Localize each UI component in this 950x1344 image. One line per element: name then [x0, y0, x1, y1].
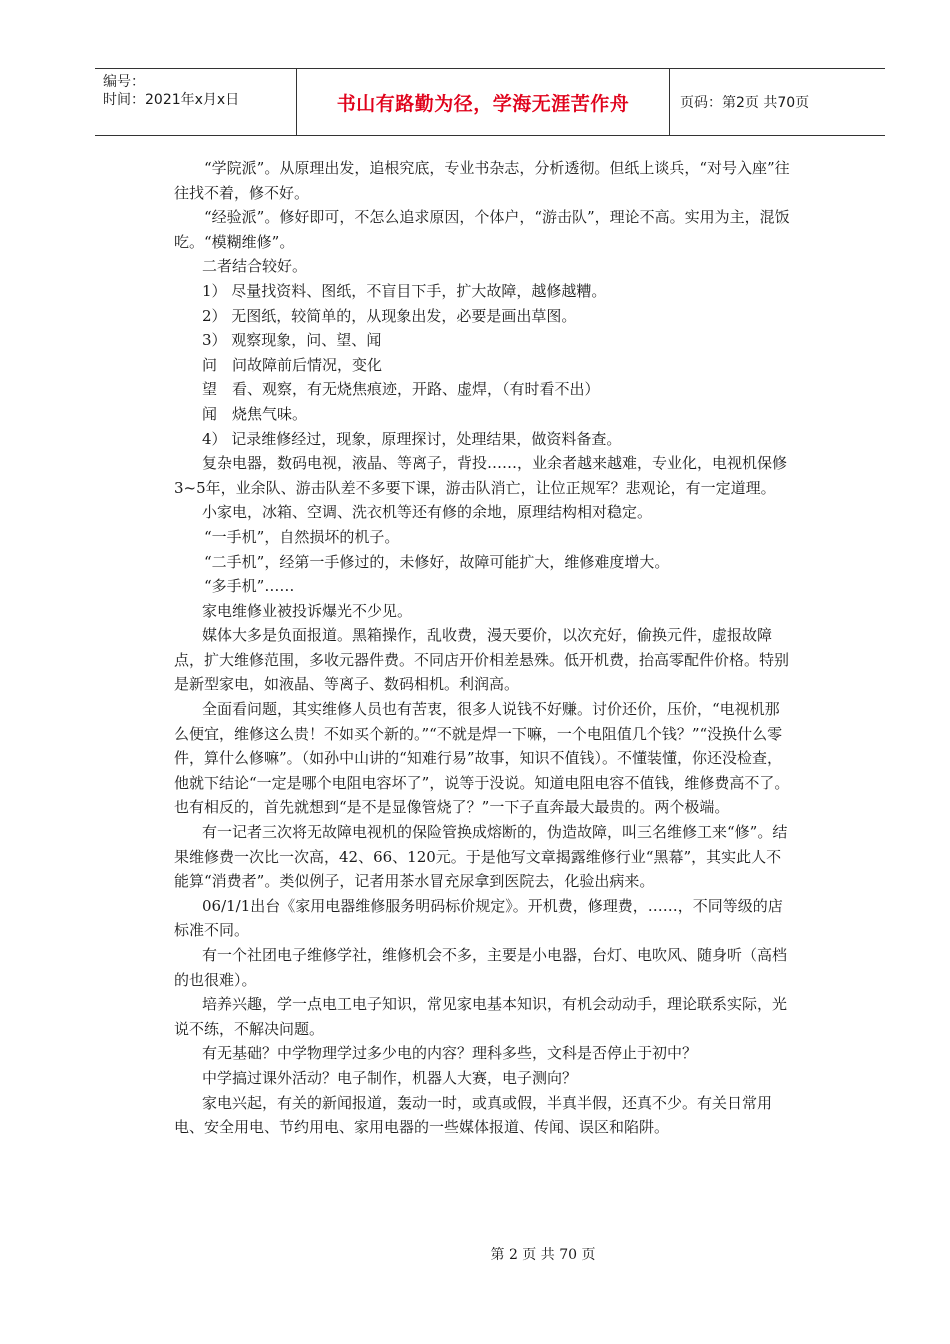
paragraph: “经验派”。修好即可，不怎么追求原因，个体户，“游击队”，理论不高。实用为主，混饭吃。“模糊维修”。	[174, 208, 790, 251]
paragraph: 有一个社团电子维修学社，维修机会不多，主要是小电器，台灯、电吹风、随身听（高档的也很难）。	[174, 946, 788, 989]
paragraph: 望 看、观察，有无烧焦痕迹，开路、虚焊，（有时看不出）	[202, 380, 600, 399]
paragraph: 家电维修业被投诉爆光不少见。	[202, 601, 413, 620]
paragraph: “二手机”，经第一手修过的，未修好，故障可能扩大，维修难度增大。	[204, 552, 670, 571]
document-time: 时间：2021年x月x日	[103, 92, 240, 108]
header-info-cell	[95, 69, 297, 135]
page-header	[95, 68, 885, 136]
header-page-number: 页码：第2页 共70页	[680, 95, 810, 111]
paragraph: 培养兴趣，学一点电工电子知识，常见家电基本知识，有机会动动手，理论联系实际，光说不练，不解决问题。	[174, 995, 788, 1038]
paragraph: 中学搞过课外活动？电子制作，机器人大赛，电子测向？	[202, 1068, 578, 1087]
paragraph: 问 问故障前后情况，变化	[202, 355, 383, 374]
paragraph: 小家电，冰箱、空调、洗衣机等还有修的余地，原理结构相对稳定。	[202, 503, 653, 522]
paragraph: 全面看问题，其实维修人员也有苦衷，很多人说钱不好赚。讨价还价，压价，“电视机那么便宜，维修这么贵！不如买个新的。”“不就是焊一下嘛，一个电阻值几个钱？”“没换什么零件，算什么修嘛”。（如孙中山讲的“知难行易”故事，知识不值钱）。不懂装懂，你还没检查，他就下结论“一定是哪个电阻电容坏了”，说等于没说。知道电阻电容不值钱，维修费高不了。也有相反的，首先就想到“是不是显像管烧了？”一下子直奔最大最贵的。两个极端。	[174, 700, 790, 817]
paragraph: 复杂电器，数码电视，液晶、等离子，背投……，业余者越来越难，专业化，电视机保修3~5年，业余队、游击队差不多要下课，游击队消亡，让位正规军？悲观论，有一定道理。	[174, 454, 788, 497]
header-motto-cell	[297, 69, 670, 135]
paragraph: 闻 烧焦气味。	[202, 404, 308, 423]
paragraph: “一手机”，自然损坏的机子。	[204, 527, 400, 546]
paragraph: 1） 尽量找资料、图纸，不盲目下手，扩大故障，越修越糟。	[202, 281, 607, 300]
paragraph: 家电兴起，有关的新闻报道，轰动一时，或真或假，半真半假，还真不少。有关日常用电、安全用电、节约用电、家用电器的一些媒体报道、传闻、误区和陷阱。	[174, 1093, 773, 1137]
paragraph: 有一记者三次将无故障电视机的保险管换成熔断的，伪造故障，叫三名维修工来“修”。结果维修费一次比一次高，42、66、120元。于是他写文章揭露维修行业“黑幕”，其实此人不能算“消费者”。类似例子，记者用茶水冒充尿拿到医院去，化验出病来。	[174, 823, 788, 891]
paragraph: 3） 观察现象，问、望、闻	[202, 331, 382, 350]
footer-page-number: 第 2 页 共 70 页	[490, 1247, 596, 1263]
paragraph: 2） 无图纸，较简单的，从现象出发，必要是画出草图。	[202, 306, 577, 325]
page-footer	[0, 1244, 950, 1264]
paragraph: 有无基础？中学物理学过多少电的内容？理科多些，文科是否停止于初中？	[202, 1044, 698, 1063]
paragraph: “学院派”。从原理出发，追根究底，专业书杂志，分析透彻。但纸上谈兵，“对号入座”往往找不着，修不好。	[174, 159, 790, 202]
document-number: 编号：	[103, 74, 145, 90]
paragraph: 二者结合较好。	[202, 257, 308, 276]
paragraph: 媒体大多是负面报道。黑箱操作，乱收费，漫天要价，以次充好，偷换元件，虚报故障点，扩大维修范围，多收元器件费。不同店开价相差悬殊。低开机费，抬高零配件价格。特别是新型家电，如液晶、等离子、数码相机。利润高。	[174, 626, 790, 694]
header-motto: 书山有路勤为径，学海无涯苦作舟	[336, 92, 630, 115]
paragraph: “多手机”……	[204, 577, 295, 596]
document-body	[174, 156, 794, 1140]
header-page-cell	[670, 69, 885, 135]
paragraph: 06/1/1出台《家用电器维修服务明码标价规定》。开机费，修理费，……，不同等级的店标准不同。	[174, 896, 783, 940]
paragraph: 4） 记录维修经过，现象，原理探讨，处理结果，做资料备查。	[202, 429, 622, 448]
